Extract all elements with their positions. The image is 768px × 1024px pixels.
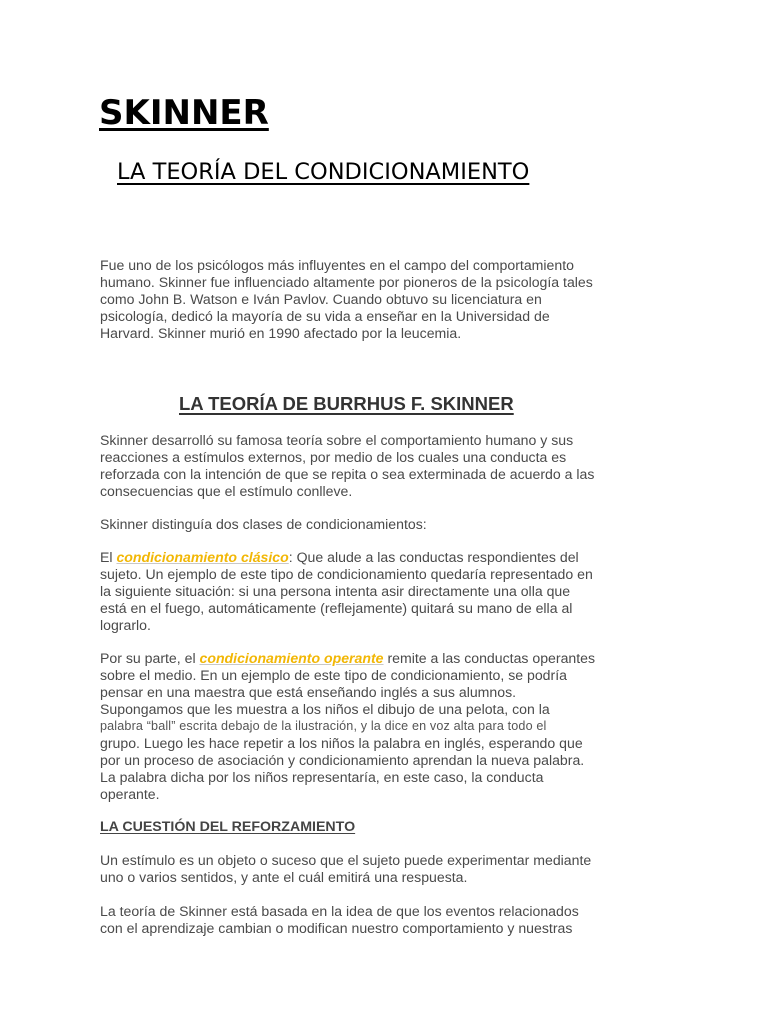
clasico-rest: : Que alude a las conductas respondientes del bbox=[288, 549, 579, 565]
text-line: reforzada con la intención de que se repita o sea exterminada de acuerdo a las bbox=[100, 466, 595, 482]
text-line: La teoría de Skinner está basada en la idea de que los eventos relacionados bbox=[100, 903, 579, 919]
text-line: Un estímulo es un objeto o suceso que el sujeto puede experimentar mediante bbox=[100, 852, 592, 868]
text-line: humano. Skinner fue influenciado altamente por pioneros de la psicología tales bbox=[100, 274, 593, 290]
document-subtitle: LA TEORÍA DEL CONDICIONAMIENTO bbox=[117, 159, 530, 185]
text-line: Skinner distinguía dos clases de condicionamientos: bbox=[100, 516, 427, 532]
text-line: lograrlo. bbox=[100, 617, 151, 633]
text-line: por un proceso de asociación y condicionamiento aprendan la nueva palabra. bbox=[100, 752, 585, 768]
text-line bbox=[100, 650, 640, 667]
term-condicionamiento-operante: condicionamiento operante bbox=[199, 650, 384, 666]
intro-paragraph bbox=[100, 257, 640, 342]
text-line: psicología, dedicó la mayoría de su vida a enseñar en la Universidad de bbox=[100, 308, 550, 324]
text-line: sobre el medio. En un ejemplo de este tipo de condicionamiento, se podría bbox=[100, 667, 567, 683]
text-line: La palabra dicha por los niños representaría, en este caso, la conducta bbox=[100, 769, 544, 785]
final-paragraph bbox=[100, 903, 640, 937]
text-line: como John B. Watson e Iván Pavlov. Cuando obtuvo su licenciatura en bbox=[100, 291, 542, 307]
theory-paragraph bbox=[100, 432, 640, 500]
text-line: está en el fuego, automáticamente (reflejamente) quitará su mano de ella al bbox=[100, 600, 573, 616]
text-line: Fue uno de los psicólogos más influyentes en el campo del comportamiento bbox=[100, 257, 574, 273]
text-line: reacciones a estímulos externos, por medio de los cuales una conducta es bbox=[100, 449, 567, 465]
classes-intro-paragraph bbox=[100, 516, 640, 533]
text-line: Skinner desarrolló su famosa teoría sobre el comportamiento humano y sus bbox=[100, 432, 574, 448]
section-heading-reinforcement: LA CUESTIÓN DEL REFORZAMIENTO bbox=[100, 819, 356, 835]
operante-prefix: Por su parte, el bbox=[100, 650, 200, 666]
stimulus-paragraph bbox=[100, 852, 640, 886]
clasico-paragraph bbox=[100, 549, 640, 634]
text-line: pensar en una maestra que está enseñando inglés a sus alumnos. bbox=[100, 684, 517, 700]
section-heading-theory: LA TEORÍA DE BURRHUS F. SKINNER bbox=[179, 393, 514, 414]
text-line: consecuencias que el estímulo conlleve. bbox=[100, 483, 353, 499]
text-line: Supongamos que les muestra a los niños el dibujo de una pelota, con la bbox=[100, 701, 550, 717]
text-line: la siguiente situación: si una persona intenta asir directamente una olla que bbox=[100, 583, 571, 599]
text-line: palabra “ball” escrita debajo de la ilustración, y la dice en voz alta para todo el bbox=[100, 719, 547, 733]
term-condicionamiento-clasico: condicionamiento clásico bbox=[116, 549, 289, 565]
clasico-prefix: El bbox=[100, 549, 117, 565]
text-line: grupo. Luego les hace repetir a los niños la palabra en inglés, esperando que bbox=[100, 735, 583, 751]
text-line bbox=[100, 549, 640, 566]
text-line: operante. bbox=[100, 786, 160, 802]
text-line: uno o varios sentidos, y ante el cuál emitirá una respuesta. bbox=[100, 869, 468, 885]
document-title: SKINNER bbox=[99, 93, 269, 133]
operante-rest: remite a las conductas operantes bbox=[383, 650, 596, 666]
operante-paragraph bbox=[100, 650, 640, 803]
text-line: con el aprendizaje cambian o modifican nuestro comportamiento y nuestras bbox=[100, 920, 573, 936]
text-line: sujeto. Un ejemplo de este tipo de condicionamiento quedaría representado en bbox=[100, 566, 593, 582]
text-line: Harvard. Skinner murió en 1990 afectado por la leucemia. bbox=[100, 325, 462, 341]
